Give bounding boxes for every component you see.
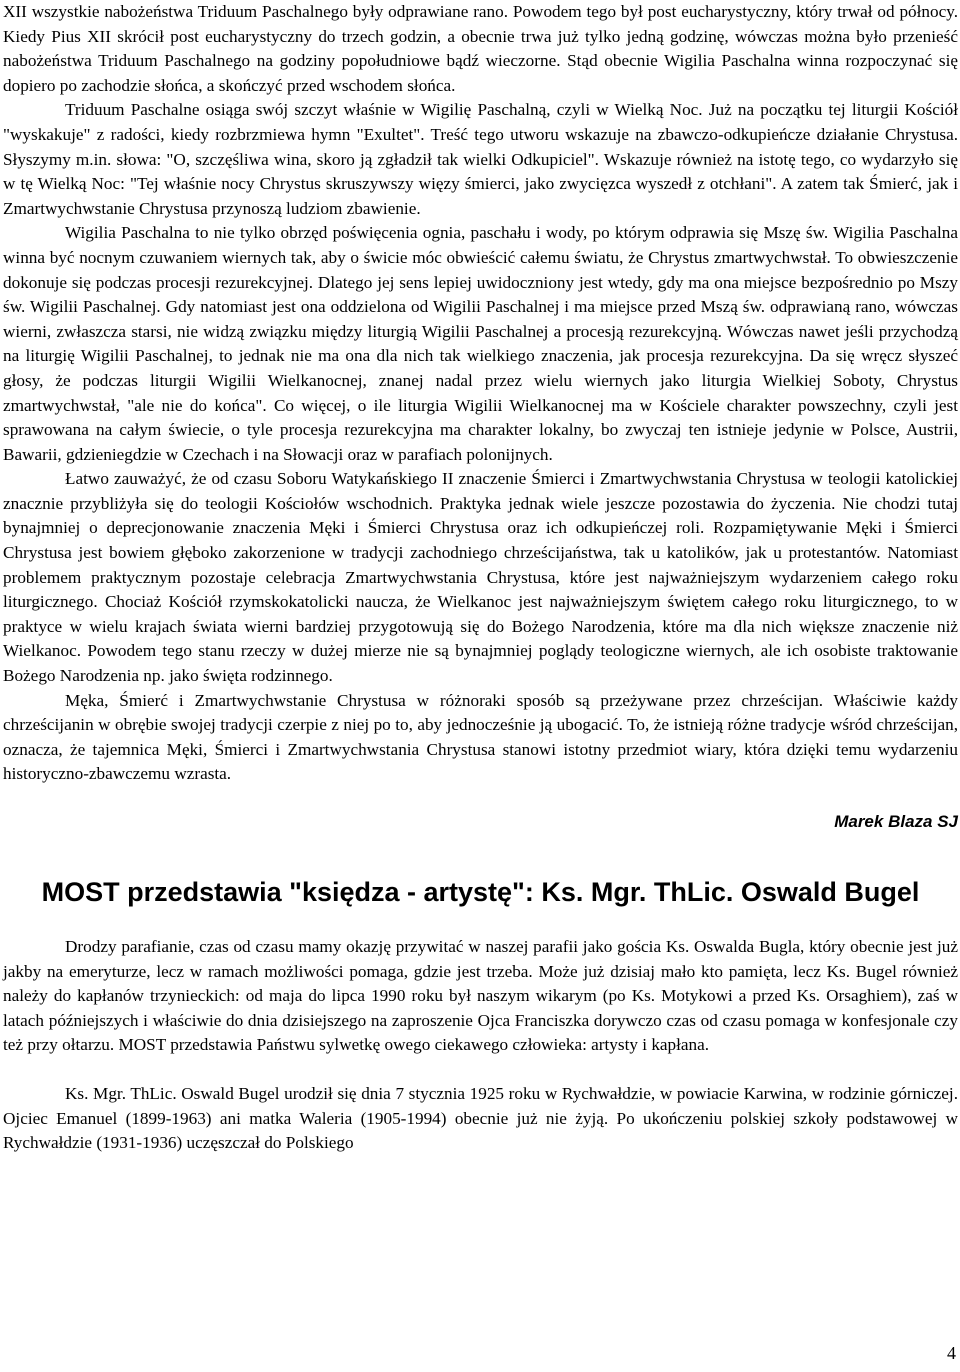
- paragraph: Drodzy parafianie, czas od czasu mamy okazję przywitać w naszej parafii jako gościa Ks. Oswalda Bugla, który obecnie jest już jakby na emeryturze, lecz w ramach możliwości pomaga, gdzie jest trzeba. Może już dzisiaj mało kto pamięta, lecz Ks. Bugel również należy do kapłanów trzynieckich: od maja do lipca 1990 roku był naszym wikarym (po Ks. Motykowi a przed Ks. Orsaghiem), zaś w latach późniejszych i właściwie do dnia dzisiejszego na zaproszenie Ojca Franciszka dorywczo czas od czasu pomaga w konfesjonale czy też przy ołtarzu. MOST przedstawia Państwu sylwetkę owego ciekawego człowieka: artysty i kapłana.: [3, 937, 958, 1055]
- paragraph: Wigilia Paschalna to nie tylko obrzęd poświęcenia ognia, paschału i wody, po którym odprawia się Mszę św. Wigilia Paschalna winna być nocnym czuwaniem wiernych tak, aby o świcie móc obwieścić całemu światu, że Chrystus zmartwychwstał. To obwieszczenie dokonuje się podczas procesji rezurekcyjnej. Dlatego jej sens lepiej uwidoczniony jest wtedy, gdy ma ona miejsce bezpośrednio po Mszy św. Wigilii Paschalnej. Gdy natomiast jest ona oddzielona od Wigilii Paschalnej i ma miejsce przed Mszą św. odprawianą rano, wówczas wierni, zwłaszcza starsi, nie widzą związku między liturgią Wigilii Paschalnej a procesją rezurekcyjną. Wówczas nawet jeśli przychodzą na liturgię Wigilii Paschalnej, to jednak nie ma ona dla nich tak wielkiego znaczenia, jak procesja rezurekcyjna. Da się wręcz słyszeć głosy, że podczas liturgii Wigilii Wielkanocnej, znanej nadal przez wielu wiernych jako liturgia Wielkiej Soboty, Chrystus zmartwychwstał, "ale nie do końca". Co więcej, o ile liturgia Wigilii Wielkanocnej ma w Kościele charakter powszechny, czyli jest sprawowana na całym świecie, o tyle procesja rezurekcyjna ma charakter lokalny, bo zwyczaj ten istnieje jedynie w Polsce, Austrii, Bawarii, gdzieniegdzie w Czechach i na Słowacji oraz w parafiach polonijnych.: [3, 223, 958, 464]
- paragraph: Triduum Paschalne osiąga swój szczyt właśnie w Wigilię Paschalną, czyli w Wielką Noc. Już na początku tej liturgii Kościół "wyskakuje" z radości, kiedy rozbrzmiewa hymn "Exultet". Treść tego utworu wskazuje na zbawczo-odkupieńcze działanie Chrystusa. Słyszymy m.in. słowa: "O, szczęśliwa wina, skoro ją zgładził tak wielki Odkupiciel". Wskazuje również na istotę tego, co wydarzyło się w tę Wielką Noc: "Tej właśnie nocy Chrystus skruszywszy więzy śmierci, jako zwycięzca wyszedł z otchłani". A zatem tak Śmierć, jak i Zmartwychwstanie Chrystusa przynoszą ludziom zbawienie.: [3, 100, 958, 218]
- page-number: 4: [947, 1343, 956, 1363]
- article-priest-profile: [3, 935, 958, 1156]
- paragraph: Łatwo zauważyć, że od czasu Soboru Watykańskiego II znaczenie Śmierci i Zmartwychwstania Chrystusa w teologii katolickiej znacznie przybliżyła się do teologii Kościołów wschodnich. Praktyka jednak wiele jeszcze pozostawia do życzenia. Nie chodzi tutaj bynajmniej o deprecjonowanie znaczenia Męki i Śmierci Chrystusa oraz ich odkupieńczej roli. Rozpamiętywanie Męki i Śmierci Chrystusa jest bowiem głęboko zakorzenione w tradycji zachodniego chrześcijaństwa, tak u katolików, jak u protestantów. Natomiast problemem praktycznym pozostaje celebracja Zmartwychwstania Chrystusa, które jest najważniejszym wydarzeniem całego roku liturgicznego. Chociaż Kościół rzymskokatolicki naucza, że Wielkanoc jest najważniejszym świętem całego roku liturgicznego, to w praktyce w wielu krajach świata wierni bardziej przygotowują się do Bożego Narodzenia, które ma dla nich większe znaczenie niż Wielkanoc. Powodem tego stanu rzeczy w dużej mierze nie są bynajmniej poglądy teologiczne wiernych, ale ich osobiste traktowanie Bożego Narodzenia np. jako święta rodzinnego.: [3, 469, 958, 686]
- paragraph: Ks. Mgr. ThLic. Oswald Bugel urodził się dnia 7 stycznia 1925 roku w Rychwałdzie, w powiacie Karwina, w rodzinie górniczej. Ojciec Emanuel (1899-1963) ani matka Waleria (1905-1994) obecnie już nie żyją. Po ukończeniu polskiej szkoły podstawowej w Rychwałdzie (1931-1936) uczęszczał do Polskiego: [3, 1083, 958, 1153]
- author-signature: Marek Blaza SJ: [834, 812, 958, 831]
- paragraph: XII wszystkie nabożeństwa Triduum Paschalnego były odprawiane rano. Powodem tego był post eucharystyczny, który trwał od północy. Kiedy Pius XII skrócił post eucharystyczny do trzech godzin, a obecnie trwa już tylko jedną godzinę, wówczas można było przenieść nabożeństwa Triduum Paschalnego na godziny popołudniowe bądź wieczorne. Stąd obecnie Wigilia Paschalna winna rozpoczynać się dopiero po zachodzie słońca, a skończyć przed wschodem słońca.: [3, 2, 958, 95]
- paragraph: Męka, Śmierć i Zmartwychwstanie Chrystusa w różnoraki sposób są przeżywane przez chrześcijan. Właściwie każdy chrześcijanin w obrębie swojej tradycji czerpie z niej po to, aby jednocześnie ją ubogacić. To, że istnieją różne tradycje wśród chrześcijan, oznacza, że tajemnica Męki, Śmierci i Zmartwychwstania Chrystusa stanowi istotny przedmiot wiary, która dzięki temu wydarzeniu historyczno-zbawczemu wzrasta.: [3, 690, 958, 784]
- article-heading: MOST przedstawia "księdza - artystę": Ks. Mgr. ThLic. Oswald Bugel: [41, 877, 920, 907]
- article-easter-vigil: [3, 0, 958, 787]
- document-page: [3, 0, 958, 1156]
